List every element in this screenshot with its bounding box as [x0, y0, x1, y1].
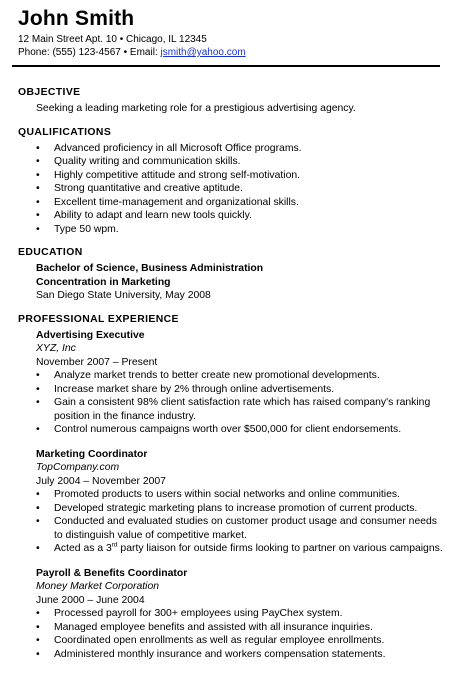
education-section	[18, 246, 443, 303]
job-dates: June 2000 – June 2004	[36, 594, 145, 606]
company-name: XYZ, Inc	[36, 343, 76, 354]
list-item-text: Developed strategic marketing plans to increase promotion of current products.	[54, 502, 418, 514]
job-duties-list	[18, 488, 443, 556]
job-entry	[18, 448, 443, 556]
list-item	[36, 196, 443, 210]
list-item	[36, 634, 443, 648]
candidate-name: John Smith	[18, 7, 135, 30]
list-item-text: Administered monthly insurance and workers compensation statements.	[54, 648, 386, 660]
list-item-text: Analyze market trends to better create new promotional developments.	[54, 370, 380, 381]
qualifications-section	[18, 126, 443, 237]
list-item	[36, 209, 443, 223]
list-item-text: Advanced proficiency in all Microsoft Office programs.	[54, 142, 302, 154]
company-name: Money Market Corporation	[36, 581, 160, 592]
experience-section	[18, 313, 443, 662]
ordinal-suffix: rd	[111, 541, 118, 549]
list-item	[36, 396, 443, 423]
list-item-text	[54, 543, 443, 554]
degree: Bachelor of Science, Business Administration	[36, 263, 264, 274]
job-title: Payroll & Benefits Coordinator	[36, 567, 188, 579]
bullet-icon: •	[36, 183, 40, 194]
job-header	[18, 448, 443, 489]
list-item-text: Gain a consistent 98% client satisfaction rate which has raised company's ranking position in the finance industry.	[54, 397, 431, 422]
bullet-icon: •	[36, 156, 40, 167]
bullet-icon: •	[36, 223, 40, 235]
job-duties-list	[18, 369, 443, 437]
list-item-text: Increase market share by 2% through online advertisements.	[54, 383, 335, 395]
list-item-text: Processed payroll for 300+ employees using PayChex system.	[54, 608, 343, 619]
list-item	[36, 223, 443, 237]
list-item	[36, 502, 443, 516]
email-link[interactable]: jsmith@yahoo.com	[160, 47, 246, 58]
list-item	[36, 648, 443, 662]
job-duties-list	[18, 607, 443, 661]
qualifications-list	[18, 142, 443, 237]
bullet-icon: •	[36, 608, 40, 619]
address-line: 12 Main Street Apt. 10 • Chicago, IL 12345	[18, 34, 207, 45]
list-item-text: Coordinated open enrollments as well as regular employee enrollments.	[54, 635, 385, 646]
list-item-text: Excellent time-management and organizational skills.	[54, 196, 299, 208]
list-item-text-part: party liaison for outside firms looking to partner on various campaigns.	[117, 543, 443, 554]
list-item-text: Type 50 wpm.	[54, 223, 119, 235]
list-item	[36, 182, 443, 196]
job-dates: November 2007 – Present	[36, 356, 158, 368]
phone-email-line	[18, 46, 246, 59]
list-item	[36, 169, 443, 183]
bullet-icon: •	[36, 635, 40, 646]
job-dates: July 2004 – November 2007	[36, 475, 166, 487]
bullet-icon: •	[36, 543, 40, 554]
contact-info	[18, 33, 246, 59]
bullet-icon: •	[36, 397, 40, 408]
list-item-text: Managed employee benefits and assisted with all insurance inquiries.	[54, 621, 373, 633]
list-item	[36, 142, 443, 156]
bullet-icon: •	[36, 621, 40, 633]
concentration: Concentration in Marketing	[36, 276, 171, 288]
bullet-icon: •	[36, 648, 40, 660]
school: San Diego State University, May 2008	[36, 290, 211, 301]
bullet-icon: •	[36, 196, 40, 208]
list-item-text: Ability to adapt and learn new tools quickly.	[54, 210, 252, 221]
list-item	[36, 542, 443, 556]
job-header	[18, 567, 443, 608]
bullet-icon: •	[36, 370, 40, 381]
bullet-icon: •	[36, 502, 40, 514]
header-divider	[12, 65, 440, 67]
phone-text: Phone: (555) 123-4567 • Email:	[18, 47, 161, 58]
bullet-icon: •	[36, 516, 40, 527]
list-item	[36, 488, 443, 502]
list-item-text: Promoted products to users within social networks and online communities.	[54, 489, 400, 500]
list-item	[36, 621, 443, 635]
section-title-education: EDUCATION	[18, 247, 83, 258]
section-title-qualifications: QUALIFICATIONS	[18, 126, 112, 138]
list-item	[36, 515, 443, 542]
objective-text: Seeking a leading marketing role for a prestigious advertising agency.	[36, 103, 356, 114]
list-item-text: Highly competitive attitude and strong self-motivation.	[54, 169, 301, 181]
list-item-text: Quality writing and communication skills.	[54, 156, 241, 167]
bullet-icon: •	[36, 142, 40, 154]
resume-body	[18, 86, 443, 671]
bullet-icon: •	[36, 169, 40, 181]
bullet-icon: •	[36, 424, 40, 435]
list-item	[36, 607, 443, 621]
education-details	[18, 262, 443, 303]
job-entry	[18, 329, 443, 437]
list-item	[36, 383, 443, 397]
job-title: Marketing Coordinator	[36, 448, 148, 460]
job-header	[18, 329, 443, 370]
job-title: Advertising Executive	[36, 329, 145, 341]
section-title-experience: PROFESSIONAL EXPERIENCE	[18, 313, 179, 325]
bullet-icon: •	[36, 210, 40, 221]
list-item-text: Control numerous campaigns worth over $500,000 for client endorsements.	[54, 424, 402, 435]
list-item	[36, 155, 443, 169]
section-title-objective: OBJECTIVE	[18, 87, 81, 98]
list-item-text: Conducted and evaluated studies on customer product usage and consumer needs to distinguish value of competitive market.	[54, 516, 437, 541]
company-name: TopCompany.com	[36, 462, 120, 473]
list-item	[36, 369, 443, 383]
objective-section	[18, 86, 443, 116]
list-item-text: Strong quantitative and creative aptitude.	[54, 183, 243, 194]
bullet-icon: •	[36, 383, 40, 395]
job-entry	[18, 567, 443, 662]
list-item	[36, 423, 443, 437]
bullet-icon: •	[36, 489, 40, 500]
list-item-text-part: Acted as a 3	[54, 543, 112, 554]
